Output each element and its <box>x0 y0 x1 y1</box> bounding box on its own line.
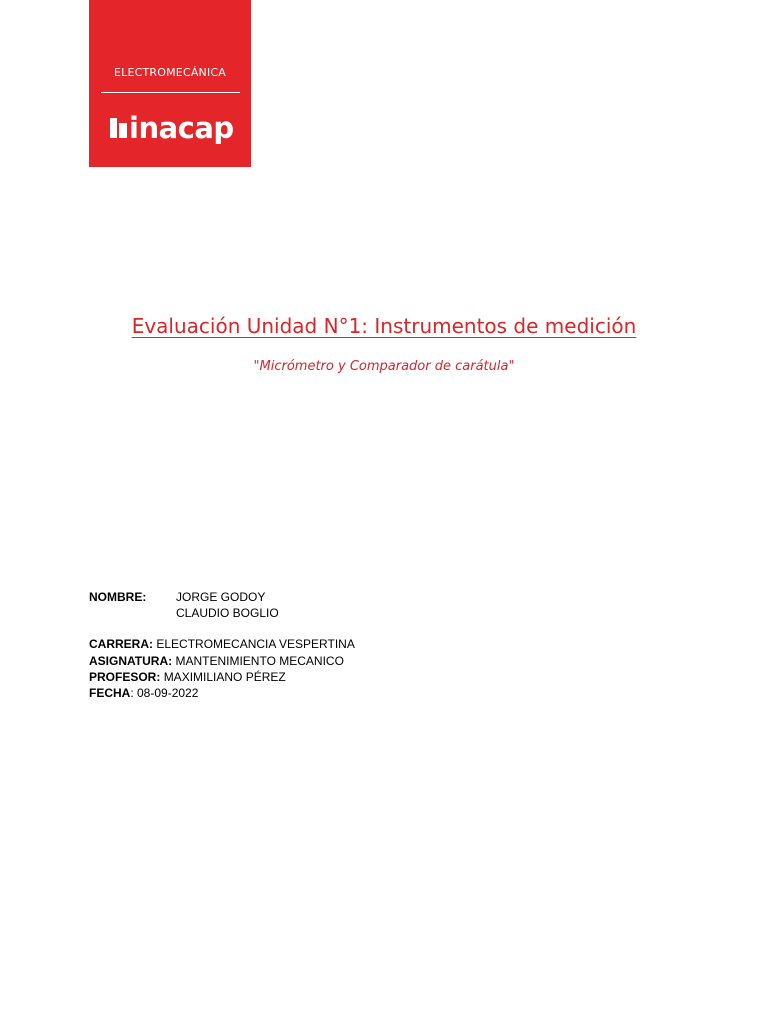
inacap-logo-text: inacap <box>129 110 234 145</box>
career-label: CARRERA: <box>89 637 153 651</box>
subject-value: MANTENIMIENTO MECANICO <box>175 654 344 668</box>
name-values <box>176 589 279 621</box>
document-title-text: Evaluación Unidad N°1: Instrumentos de medición <box>131 314 637 338</box>
name-label: NOMBRE: <box>89 590 147 604</box>
career-line <box>89 636 355 652</box>
career-value: ELECTROMECANCIA VESPERTINA <box>156 637 355 651</box>
brand-tagline: ELECTROMECÁNICA <box>113 66 227 79</box>
subject-line <box>89 653 344 669</box>
document-title <box>0 312 768 340</box>
inacap-logo <box>110 110 234 146</box>
brand-block <box>89 0 251 167</box>
date-value: : 08-09-2022 <box>130 686 199 700</box>
date-line <box>89 685 198 701</box>
professor-line <box>89 669 286 685</box>
brand-divider <box>101 92 240 93</box>
inacap-logo-mark-icon <box>110 118 127 138</box>
professor-label: PROFESOR: <box>89 670 161 684</box>
professor-value: MAXIMILIANO PÉREZ <box>163 670 286 684</box>
student-name-2: CLAUDIO BOGLIO <box>176 606 279 620</box>
document-subtitle: "Micrómetro y Comparador de carátula" <box>253 359 515 374</box>
subject-label: ASIGNATURA: <box>89 654 173 668</box>
date-label: FECHA <box>89 686 131 700</box>
student-name-1: JORGE GODOY <box>176 590 266 604</box>
